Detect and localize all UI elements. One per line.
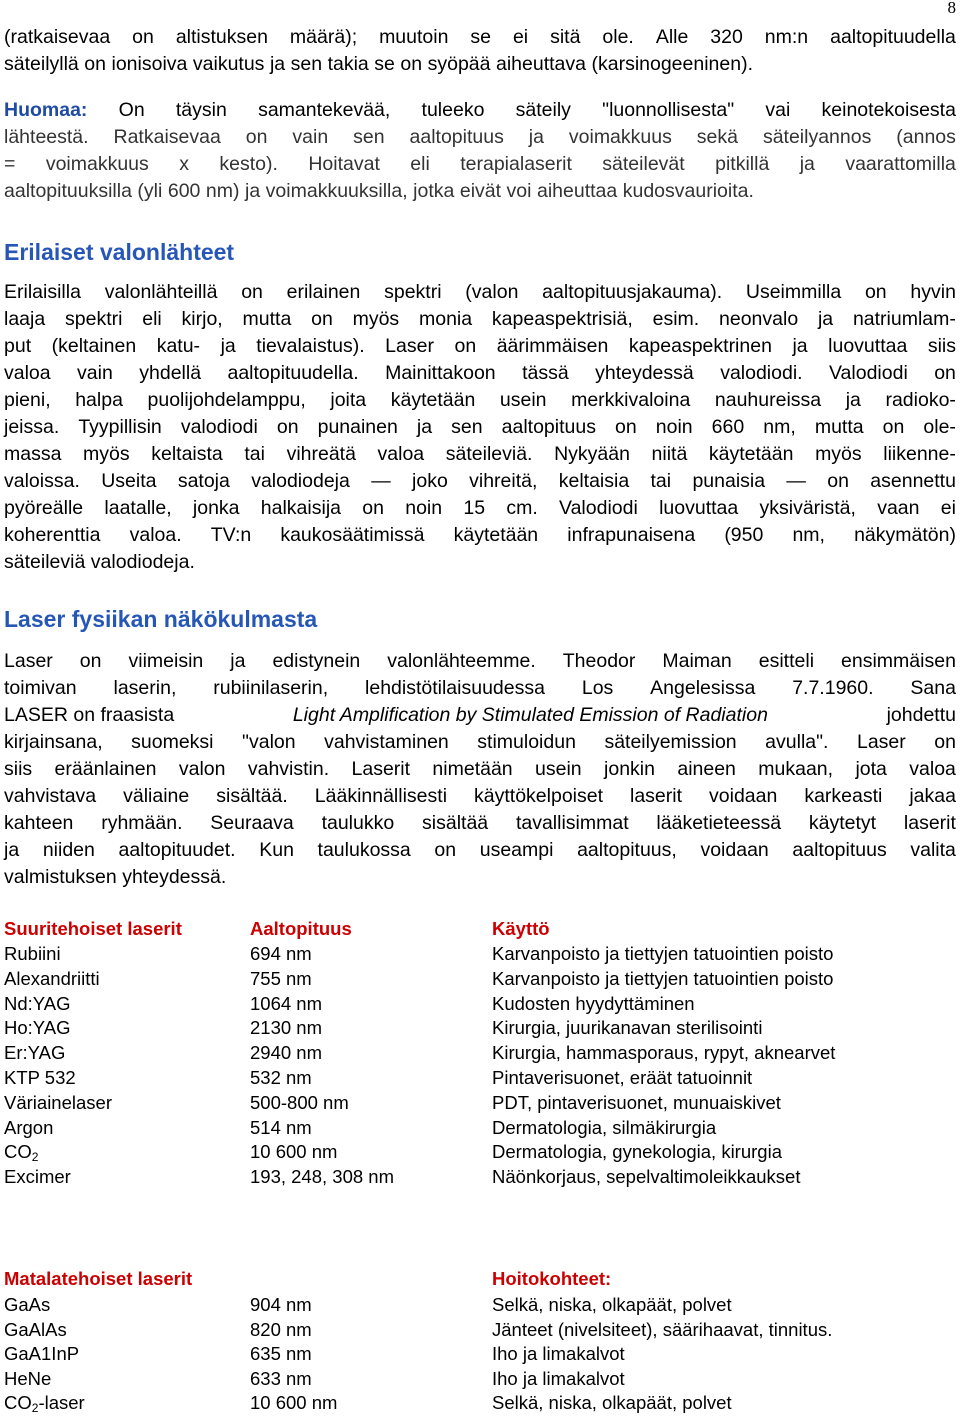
table-cell: Selkä, niska, olkapäät, polvet <box>492 1294 732 1315</box>
table-row <box>4 966 956 991</box>
table-cell: Pintaverisuonet, eräät tatuoinnit <box>492 1067 753 1088</box>
section-heading: Laser fysiikan näkökulmasta <box>4 606 318 632</box>
column-header: Matalatehoiset laserit <box>4 1268 193 1289</box>
table-cell: Väriainelaser <box>4 1091 112 1113</box>
table-cell: Karvanpoisto ja tiettyjen tatuointien poisto <box>492 967 834 989</box>
table-cell: Karvanpoisto ja tiettyjen tatuointien poisto <box>492 943 834 964</box>
text-line: massa myös keltaista tai vihreätä valoa säteileviä. Nykyään niitä käytetään myös liikenne- <box>4 443 956 465</box>
table-cell: 2130 nm <box>250 1017 322 1039</box>
table-cell: Dermatologia, gynekologia, kirurgia <box>492 1141 782 1163</box>
table-cell: GaAs <box>4 1294 51 1315</box>
italic-phrase: Light Amplification by Stimulated Emission of Radiation <box>292 704 768 726</box>
table-cell: 514 nm <box>250 1116 312 1138</box>
text-line: aaltopituuksilla (yli 600 nm) ja voimakkuuksilla, jotka eivät voi aiheuttaa kudosvaurioita. <box>4 180 754 202</box>
text-line: laaja spektri eli kirjo, mutta on myös monia kapeaspektrisiä, esim. neonvalo ja natriumlam- <box>4 308 956 330</box>
table-cell: Excimer <box>4 1166 71 1188</box>
table-row <box>4 1090 956 1115</box>
text-line: säteileviä valodiodeja. <box>4 551 195 573</box>
text-line <box>4 702 956 729</box>
table-row <box>4 1317 956 1342</box>
table-cell: 635 nm <box>250 1343 312 1365</box>
column-header: Hoitokohteet: <box>492 1268 612 1289</box>
text-line: valoissa. Useita satoja valodiodeja — joko vihreitä, keltaisia tai punaisia — on asennettu <box>4 470 956 492</box>
table-row <box>4 1292 956 1317</box>
table-cell: Kudosten hyydyttäminen <box>492 992 695 1014</box>
table-row <box>4 941 956 966</box>
column-header: Aaltopituus <box>250 918 352 939</box>
table-row <box>4 1139 956 1164</box>
page-number: 8 <box>947 0 956 17</box>
text-line: jeissa. Tyypillisin valodiodi on punainen ja sen aaltopituus on noin 660 nm, mutta on ole- <box>4 416 956 438</box>
table-cell: Kirurgia, juurikanavan sterilisointi <box>492 1017 763 1039</box>
text-line: säteilyllä on ionisoiva vaikutus ja sen takia se on syöpää aiheuttava (karsinogeeninen). <box>4 53 753 75</box>
text-line: put (keltainen katu- ja tievalaistus). Laser on äärimmäisen kapeaspektrinen ja luovuttaa siis <box>4 335 956 357</box>
section-heading: Erilaiset valonlähteet <box>4 239 235 265</box>
table-row <box>4 1390 956 1415</box>
table-cell: Er:YAG <box>4 1042 66 1064</box>
table-cell: $CO_2$ <box>4 1141 39 1165</box>
text-line: pieni, halpa puolijohdelamppu, joita käytetään usein merkkivaloina nauhureissa ja radioko- <box>4 389 956 411</box>
text-line: (ratkaisevaa on altistuksen määrä); muutoin se ei sitä ole. Alle 320 nm:n aaltopituudella <box>4 26 956 48</box>
table-cell: Ho:YAG <box>4 1017 71 1039</box>
table-row <box>4 1164 956 1189</box>
table-cell: 820 nm <box>250 1318 312 1340</box>
table-cell: 193, 248, 308 nm <box>250 1166 394 1188</box>
table-cell: Kirurgia, hammasporaus, rypyt, aknearvet <box>492 1042 836 1064</box>
table-cell: Nd:YAG <box>4 992 71 1014</box>
table-cell: Näönkorjaus, sepelvaltimoleikkaukset <box>492 1166 801 1188</box>
table-cell: 1064 nm <box>250 992 322 1014</box>
table-cell: 904 nm <box>250 1294 312 1315</box>
table-row <box>4 991 956 1016</box>
table-row <box>4 1040 956 1065</box>
text-line: valoa vain yhdellä aaltopituudella. Mainittakoon tässä yhteydessä valodiodi. Valodiodi on <box>4 362 956 384</box>
table-cell: 633 nm <box>250 1367 312 1389</box>
text-line: kirjainsana, suomeksi "valon vahvistaminen stimuloidun säteilyemission avulla". Laser on <box>4 731 956 753</box>
table-cell: Dermatologia, silmäkirurgia <box>492 1116 717 1138</box>
table-cell: 10 600 nm <box>250 1392 338 1414</box>
text-line: Laser on viimeisin ja edistynein valonlähteemme. Theodor Maiman esitteli ensimmäisen <box>4 650 956 672</box>
table-cell: Alexandriitti <box>4 967 100 989</box>
table-cell: HeNe <box>4 1367 52 1389</box>
table-cell: 694 nm <box>250 943 312 964</box>
column-header: Käyttö <box>492 918 550 939</box>
table-cell: $CO_2$-laser <box>4 1392 85 1416</box>
low-power-table-header <box>4 1268 956 1294</box>
table-cell: 532 nm <box>250 1067 312 1088</box>
text-line: ja niiden aaltopituudet. Kun taulukossa on useampi aaltopituus, voidaan aaltopituus valita <box>4 839 956 861</box>
table-cell: PDT, pintaverisuonet, munuaiskivet <box>492 1091 781 1113</box>
text-span: LASER on fraasista <box>4 704 175 726</box>
text-line: kahteen ryhmään. Seuraava taulukko sisältää tavallisimmat lääketieteessä käytetyt laserit <box>4 812 956 834</box>
table-cell: Rubiini <box>4 943 61 964</box>
table-cell: KTP 532 <box>4 1067 76 1088</box>
table-cell: 10 600 nm <box>250 1141 338 1163</box>
text-line: vahvistava väliaine sisältää. Lääkinnällisesti käyttökelpoiset laserit voidaan karkeasti jakaa <box>4 785 956 807</box>
table-row <box>4 1341 956 1366</box>
note-label: Huomaa: <box>4 99 88 121</box>
text-line: = voimakkuus x kesto). Hoitavat eli terapialaserit säteilevät pitkillä ja vaarattomilla <box>4 153 956 175</box>
table-cell: Iho ja limakalvot <box>492 1367 625 1389</box>
table-cell: 500-800 nm <box>250 1091 349 1113</box>
table-cell: Argon <box>4 1116 54 1138</box>
table-cell: Selkä, niska, olkapäät, polvet <box>492 1392 732 1414</box>
text-line: Erilaisilla valonlähteillä on erilainen spektri (valon aaltopituusjakauma). Useimmilla on hyvin <box>4 281 956 303</box>
text-line: lähteestä. Ratkaisevaa on vain sen aaltopituus ja voimakkuus sekä säteilyannos (annos <box>4 126 956 148</box>
text-line: koherenttia valoa. TV:n kaukosäätimissä käytetään infrapunaisena (950 nm, näkymätön) <box>4 524 956 546</box>
table-row <box>4 1115 956 1140</box>
table-row <box>4 1065 956 1090</box>
table-cell: 2940 nm <box>250 1042 322 1064</box>
table-row <box>4 1366 956 1391</box>
table-cell: Iho ja limakalvot <box>492 1343 625 1365</box>
text-line: pyöreälle laatalle, jonka halkaisija on noin 15 cm. Valodiodi luovuttaa yksiväristä, vaan ei <box>4 497 956 519</box>
note-line: Huomaa: On täysin samantekevää, tuleeko säteily "luonnollisesta" vai keinotekoisesta <box>4 97 956 124</box>
text-span: johdettu <box>886 704 956 726</box>
column-header: Suuritehoiset laserit <box>4 918 182 939</box>
table-row <box>4 1015 956 1040</box>
text-line: toimivan laserin, rubiinilaserin, lehdistötilaisuudessa Los Angelesissa 7.7.1960. Sana <box>4 677 956 699</box>
text-line: siis eräänlainen valon vahvistin. Laserit nimetään usein jonkin aineen mukaan, jota valoa <box>4 758 956 780</box>
table-cell: Jänteet (nivelsiteet), säärihaavat, tinnitus. <box>492 1318 833 1340</box>
table-cell: 755 nm <box>250 967 312 989</box>
table-cell: GaAlAs <box>4 1318 67 1340</box>
table-cell: GaA1InP <box>4 1343 80 1365</box>
text-line: valmistuksen yhteydessä. <box>4 866 227 888</box>
